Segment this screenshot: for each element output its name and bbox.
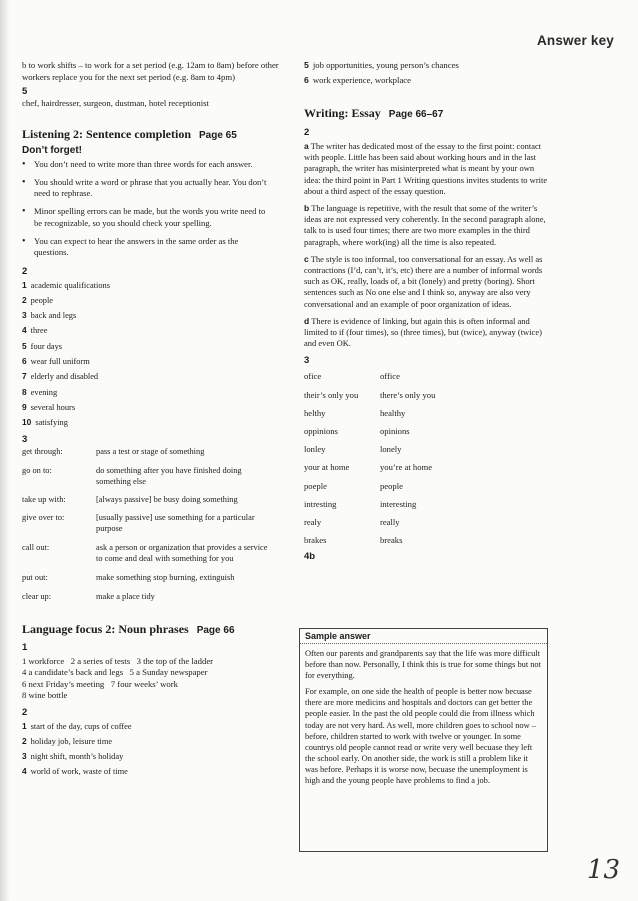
list-item: 2 people	[22, 294, 53, 305]
tips-list	[22, 159, 274, 259]
list-item: 1 academic qualifications	[22, 279, 110, 290]
list-item: 7 elderly and disabled	[22, 371, 99, 382]
spelling-corrections-table	[304, 367, 552, 549]
table-row: clear up: make a place tidy	[22, 591, 155, 601]
list-item: 5 job opportunities, young person’s chances	[304, 60, 459, 70]
intro-number-5: 5	[22, 86, 28, 97]
table-row: give over to: [usually passive] use something for a particular purpose	[22, 512, 255, 533]
tip-bullet: • You should write a word or phrase that you actually hear. You don’t need to rephrase.	[22, 177, 274, 200]
list-item: 4 world of work, waste of time	[22, 766, 128, 777]
language-line-1: 1 workforce 2 a series of tests 3 the top of the ladder	[22, 655, 214, 666]
handwritten-page-number: 13	[586, 855, 620, 885]
writing-number-3: 3	[304, 355, 310, 367]
writing-heading	[304, 102, 552, 121]
language-answers	[22, 719, 284, 780]
list-item: 9 several hours	[22, 401, 76, 412]
table-row: ofice office	[304, 371, 400, 382]
language-line-3: 6 next Friday’s meeting 7 four weeks’ work	[22, 678, 178, 689]
sample-answer-body	[300, 644, 547, 786]
language-focus-heading	[22, 618, 284, 637]
intro-line-5: chef, hairdresser, surgeon, dustman, hotel receptionist	[22, 98, 209, 108]
list-item: 3 back and legs	[22, 310, 77, 321]
writing-number-4b: 4b	[304, 551, 316, 563]
listening-answers	[22, 278, 284, 431]
language-line-4: 8 wine bottle	[22, 690, 68, 701]
listening-title: Listening 2: Sentence completion	[22, 126, 191, 141]
list-item: 5 four days	[22, 340, 63, 351]
writing-title: Writing: Essay	[304, 106, 381, 120]
sample-answer-box	[299, 628, 548, 852]
table-row: go on to: do something after you have finished doing something else	[22, 465, 242, 486]
left-column	[22, 60, 284, 780]
table-row: poeple people	[304, 480, 403, 491]
list-item: 8 evening	[22, 386, 58, 397]
right-column	[304, 60, 552, 563]
listening-number-2: 2	[22, 265, 28, 277]
table-row: brakes breaks	[304, 535, 403, 546]
listening-page: Page 65	[199, 129, 237, 141]
writing-page: Page 66–67	[388, 109, 444, 120]
list-item: 10 satisfying	[22, 417, 68, 428]
list-item: 2 holiday job, leisure time	[22, 735, 113, 746]
tip-bullet: • You can expect to hear the answers in the same order as the questions.	[22, 236, 274, 259]
tip-bullet: • You don’t need to write more than three words for each answer.	[22, 159, 274, 170]
writing-para-c: c The style is too informal, too conversational for an essay. As well as contractions (I’d, can’t, it’s, etc) there are a number of informal words such as OK, really, loads of, a bit (lonely) and pretty (boring). Short sentences such as No one else and I think so, anyway are also very conversational and an example of poor organization of ideas.	[304, 253, 543, 309]
language-focus-title: Language focus 2: Noun phrases	[22, 621, 189, 636]
page-header-title: Answer key	[536, 33, 614, 48]
writing-para-a: a The writer has dedicated most of the essay to the first point: contact with people. Little has been said about working hours and in the last paragraph, the writer has misinterpreted what is meant by your own idea: the third point in Part 1 Writing questions invites students to write about a third aspect of the essay question.	[304, 141, 548, 196]
listening-number-3: 3	[22, 433, 28, 445]
sample-paragraph-1: Often our parents and grandparents say that the life was more difficult before than now. Personally, I think this is true for some things but not for everything.	[305, 649, 541, 681]
tip-bullet: • Minor spelling errors can be made, but the words you write need to be recognizable, so you should check your spelling.	[22, 206, 274, 229]
writing-number-2: 2	[304, 127, 310, 138]
phrasal-verbs-table	[22, 446, 276, 602]
scan-edge-shadow	[0, 0, 10, 901]
intro-item-b: b to work shifts – to work for a set period (e.g. 12am to 8am) before other workers replace you for the next set period (e.g. 8am to 4pm)	[22, 60, 279, 82]
writing-para-b: b The language is repetitive, with the result that some of the writer’s ideas are not expressed very coherently. In the second paragraph alone, talk to is used four times; there are two more examples in the third paragraph, where work(ing) all the time is also repeated.	[304, 203, 546, 247]
table-row: get through: pass a test or stage of something	[22, 446, 205, 456]
table-row: their’s only you there’s only you	[304, 389, 436, 400]
table-row: take up with: [always passive] be busy doing something	[22, 494, 238, 504]
table-row: call out: ask a person or organization that provides a service to come and deal with something for you	[22, 542, 268, 563]
writing-para-d: d There is evidence of linking, but again this is often informal and limited to if (four times), so (three times), but (twice), anyway (twice) and even OK.	[304, 315, 542, 349]
sample-answer-heading: Sample answer	[300, 629, 547, 644]
dont-forget-subhead: Don’t forget!	[22, 144, 82, 156]
table-row: helthy healthy	[304, 407, 406, 418]
listening-heading	[22, 123, 284, 142]
table-row: lonley lonely	[304, 444, 402, 455]
table-row: your at home you’re at home	[304, 462, 433, 473]
table-row: realy really	[304, 517, 400, 528]
language-line-2: 4 a candidate’s back and legs 5 a Sunday newspaper	[22, 667, 208, 678]
language-number-2: 2	[22, 706, 28, 718]
table-row: oppinions opinions	[304, 426, 410, 437]
language-focus-page: Page 66	[196, 624, 235, 636]
table-row: intresting interesting	[304, 498, 417, 509]
list-item: 6 work experience, workplace	[304, 74, 412, 85]
list-item: 4 three	[22, 325, 48, 336]
language-number-1: 1	[22, 641, 28, 653]
list-item: 1 start of the day, cups of coffee	[22, 720, 132, 731]
list-item: 6 wear full uniform	[22, 356, 90, 367]
table-row: put out: make something stop burning, extinguish	[22, 572, 235, 582]
list-item: 3 night shift, month’s holiday	[22, 751, 124, 762]
sample-paragraph-2: For example, on one side the health of people is better now becuase there are more medicins and hospitals and doctors can get better the people easier. In the past the old people could die from illness which today are not very hard. As well, more children goes to school now – before, children started to work with twelve or younger. In some countrys old people cannot read or write very well becuase they left the school early. On another side, the work is still a problem like it was before. Perhaps it is worse now, becuase the unemployment is high and the young people have problems to find a job.	[305, 687, 536, 786]
